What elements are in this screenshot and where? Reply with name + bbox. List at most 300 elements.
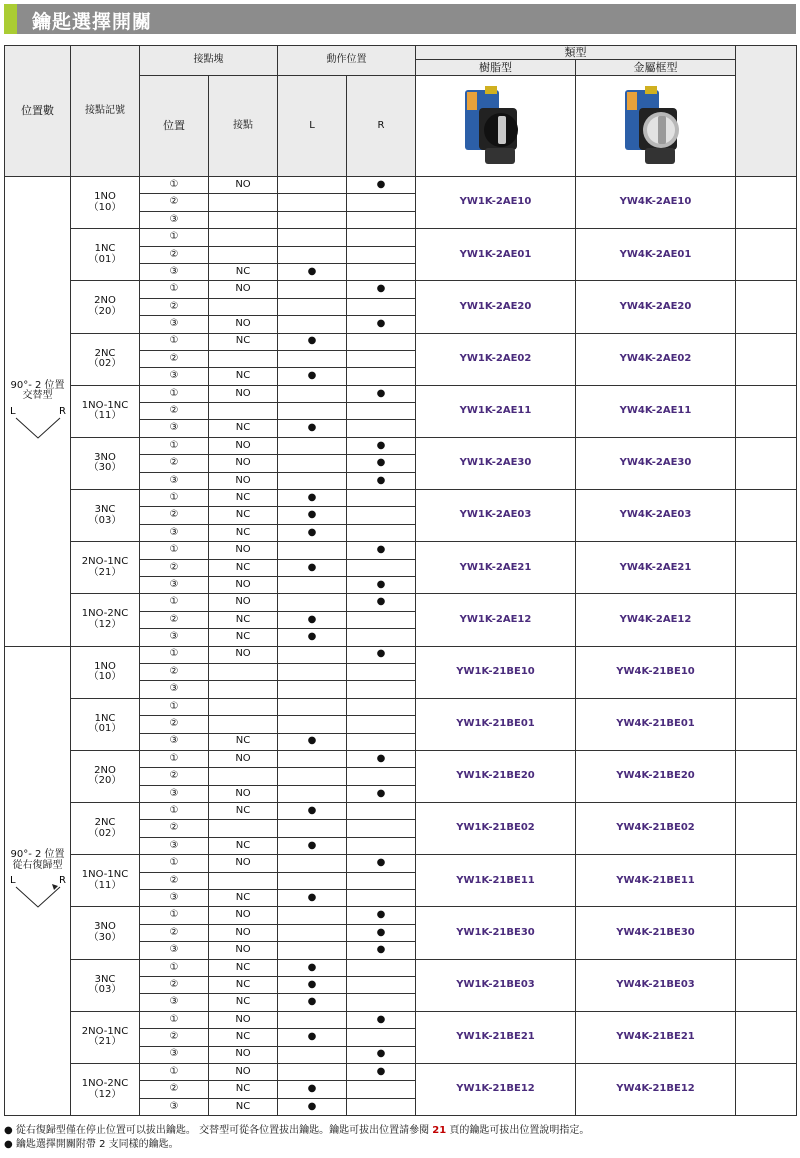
contact-code-cell: [71, 959, 140, 1011]
position-L-mark: [278, 437, 347, 454]
resin-model-number: YW1K-21BE01: [416, 698, 576, 750]
resin-model-number: YW1K-21BE21: [416, 1011, 576, 1063]
footnote-1-tail: 頁的鑰匙可拔出位置說明指定。: [446, 1125, 590, 1136]
diagram-label-R: R: [58, 405, 66, 417]
position-R-mark: ●: [347, 1046, 416, 1063]
contact-type: NO: [209, 785, 278, 802]
metal-switch-image: [576, 76, 736, 177]
position-R-mark: ●: [347, 281, 416, 298]
position-L-mark: [278, 698, 347, 715]
position-L-mark: ●: [278, 976, 347, 993]
diagram-lines: [16, 418, 60, 438]
title-accent-block: [4, 4, 17, 34]
position-L-mark: ●: [278, 263, 347, 280]
resin-model-number: YW1K-2AE01: [416, 229, 576, 281]
contact-code-cell: [71, 385, 140, 437]
table-row: [5, 490, 797, 507]
contact-type: NC: [209, 368, 278, 385]
contact-type: NC: [209, 507, 278, 524]
contact-code: 2NO-1NC: [81, 556, 129, 568]
table-row: [5, 229, 797, 246]
position-number: ③: [140, 1098, 209, 1115]
position-L-mark: ●: [278, 333, 347, 350]
blank-cell: [736, 803, 797, 855]
position-R-mark: [347, 1081, 416, 1098]
position-R-mark: [347, 298, 416, 315]
blank-cell: [736, 959, 797, 1011]
position-number: ②: [140, 663, 209, 680]
header-positions: 位置數: [5, 46, 71, 177]
position-number: ②: [140, 246, 209, 263]
position-number: ③: [140, 211, 209, 228]
contact-type: [209, 350, 278, 367]
position-number: ①: [140, 594, 209, 611]
contact-type: NC: [209, 1098, 278, 1115]
resin-model-number: YW1K-21BE03: [416, 959, 576, 1011]
position-R-mark: [347, 629, 416, 646]
blank-cell: [736, 855, 797, 907]
contact-type: NC: [209, 1029, 278, 1046]
contact-code-cell: [71, 437, 140, 489]
contact-code-number: （03）: [88, 514, 122, 526]
header-blank: [736, 46, 797, 177]
position-L-mark: [278, 1011, 347, 1028]
contact-type: NO: [209, 576, 278, 593]
table-row: [5, 959, 797, 976]
contact-code-number: （21）: [88, 566, 122, 578]
metal-model-number: YW4K-21BE30: [576, 907, 736, 959]
group-label-line2: 從右復歸型: [12, 859, 63, 871]
position-number: ①: [140, 490, 209, 507]
contact-type: NO: [209, 1011, 278, 1028]
position-number: ③: [140, 368, 209, 385]
position-L-mark: [278, 177, 347, 194]
table-row: [5, 750, 797, 767]
contact-type: NC: [209, 976, 278, 993]
position-R-mark: ●: [347, 316, 416, 333]
header-operating-position: 動作位置: [278, 46, 416, 76]
footnote-1: [4, 1124, 796, 1138]
position-L-mark: [278, 907, 347, 924]
contact-code-cell: [71, 750, 140, 802]
contact-type: NO: [209, 1046, 278, 1063]
metal-model-number: YW4K-21BE11: [576, 855, 736, 907]
table-row: [5, 333, 797, 350]
position-number: ①: [140, 907, 209, 924]
position-R-mark: [347, 1098, 416, 1115]
page-reference: 21: [432, 1125, 447, 1136]
position-L-mark: ●: [278, 524, 347, 541]
blank-cell: [736, 490, 797, 542]
position-number: ①: [140, 646, 209, 663]
contact-type: NO: [209, 855, 278, 872]
position-R-mark: [347, 803, 416, 820]
contact-type: NO: [209, 942, 278, 959]
contact-type: NO: [209, 1063, 278, 1080]
contact-type: NC: [209, 803, 278, 820]
position-R-mark: [347, 194, 416, 211]
metal-model-number: YW4K-21BE12: [576, 1063, 736, 1115]
position-number: ①: [140, 855, 209, 872]
contact-type: NO: [209, 385, 278, 402]
contact-type: NO: [209, 750, 278, 767]
position-R-mark: [347, 681, 416, 698]
position-number: ③: [140, 420, 209, 437]
contact-code-number: （21）: [88, 1036, 122, 1048]
contact-code-number: （01）: [88, 723, 122, 735]
position-L-mark: [278, 855, 347, 872]
position-R-mark: [347, 420, 416, 437]
key-selector-switch-table: [4, 45, 797, 1116]
contact-type: NC: [209, 994, 278, 1011]
position-L-mark: [278, 194, 347, 211]
resin-model-number: YW1K-21BE30: [416, 907, 576, 959]
position-number: ③: [140, 942, 209, 959]
contact-type: NC: [209, 629, 278, 646]
contact-code: 3NC: [94, 973, 116, 985]
position-number: ②: [140, 455, 209, 472]
contact-code-number: （20）: [88, 305, 122, 317]
contact-code-number: （02）: [88, 827, 122, 839]
position-R-mark: ●: [347, 1063, 416, 1080]
position-L-mark: [278, 646, 347, 663]
position-number: ③: [140, 681, 209, 698]
contact-code-cell: [71, 907, 140, 959]
metal-model-number: YW4K-21BE21: [576, 1011, 736, 1063]
contact-type: [209, 298, 278, 315]
table-row: [5, 177, 797, 194]
position-L-mark: [278, 1063, 347, 1080]
diagram-label-L: L: [9, 875, 16, 887]
contact-type: NO: [209, 924, 278, 941]
footnote-1-text: ● 從右復歸型僅在停止位置可以拔出鑰匙。 交替型可從各位置拔出鑰匙。鑰匙可拔出位置請參閱: [4, 1125, 433, 1136]
position-number: ②: [140, 924, 209, 941]
position-R-mark: [347, 490, 416, 507]
position-R-mark: [347, 611, 416, 628]
table-row: [5, 803, 797, 820]
contact-code: 1NC: [94, 243, 116, 255]
contact-code-number: （02）: [88, 358, 122, 370]
position-R-mark: [347, 403, 416, 420]
position-L-mark: ●: [278, 890, 347, 907]
position-L-mark: [278, 942, 347, 959]
position-R-mark: ●: [347, 942, 416, 959]
position-R-mark: ●: [347, 594, 416, 611]
position-R-mark: [347, 994, 416, 1011]
position-R-mark: ●: [347, 455, 416, 472]
position-R-mark: [347, 507, 416, 524]
position-R-mark: [347, 524, 416, 541]
spring-return-diagram: [8, 873, 68, 911]
position-L-mark: [278, 576, 347, 593]
position-number: ②: [140, 350, 209, 367]
contact-type: NO: [209, 594, 278, 611]
resin-model-number: YW1K-21BE10: [416, 646, 576, 698]
position-L-mark: [278, 350, 347, 367]
metal-model-number: YW4K-21BE01: [576, 698, 736, 750]
diagram-label-R: R: [58, 875, 66, 887]
position-R-mark: [347, 211, 416, 228]
metal-switch-photo: [621, 82, 691, 170]
position-L-mark: [278, 542, 347, 559]
position-R-mark: [347, 959, 416, 976]
position-number: ②: [140, 768, 209, 785]
contact-code-number: （30）: [88, 462, 122, 474]
position-L-mark: [278, 785, 347, 802]
resin-model-number: YW1K-2AE30: [416, 437, 576, 489]
page-title: 鑰匙選擇開關: [32, 11, 153, 33]
position-R-mark: [347, 350, 416, 367]
position-number: ①: [140, 698, 209, 715]
blank-cell: [736, 646, 797, 698]
contact-code-cell: [71, 281, 140, 333]
position-number: ①: [140, 959, 209, 976]
position-L-mark: ●: [278, 1098, 347, 1115]
header-L: L: [278, 76, 347, 177]
title-bar: [4, 4, 796, 34]
contact-type: [209, 403, 278, 420]
header-type: 類型: [416, 46, 736, 60]
position-R-mark: [347, 368, 416, 385]
position-R-mark: [347, 820, 416, 837]
position-L-mark: ●: [278, 420, 347, 437]
position-L-mark: [278, 229, 347, 246]
header-contact-block: 接點塊: [140, 46, 278, 76]
position-L-mark: [278, 385, 347, 402]
contact-type: NO: [209, 281, 278, 298]
position-R-mark: [347, 229, 416, 246]
position-number: ②: [140, 611, 209, 628]
position-number: ②: [140, 559, 209, 576]
position-number: ②: [140, 403, 209, 420]
position-L-mark: [278, 455, 347, 472]
position-number: ②: [140, 872, 209, 889]
contact-code-cell: [71, 177, 140, 229]
blank-cell: [736, 177, 797, 229]
position-L-mark: [278, 298, 347, 315]
position-number: ③: [140, 576, 209, 593]
position-number: ①: [140, 1011, 209, 1028]
position-R-mark: ●: [347, 750, 416, 767]
position-R-mark: [347, 263, 416, 280]
resin-model-number: YW1K-21BE02: [416, 803, 576, 855]
position-number: ①: [140, 177, 209, 194]
position-number: ③: [140, 837, 209, 854]
position-number: ③: [140, 733, 209, 750]
table-row: [5, 542, 797, 559]
alternate-action-diagram: [8, 404, 68, 442]
contact-code: 1NO-1NC: [81, 399, 129, 411]
position-R-mark: ●: [347, 907, 416, 924]
contact-code-cell: [71, 646, 140, 698]
contact-type: NO: [209, 316, 278, 333]
position-R-mark: [347, 1029, 416, 1046]
position-L-mark: ●: [278, 507, 347, 524]
metal-model-number: YW4K-2AE20: [576, 281, 736, 333]
contact-type: NC: [209, 611, 278, 628]
contact-code-number: （30）: [88, 931, 122, 943]
blank-cell: [736, 594, 797, 646]
metal-model-number: YW4K-2AE03: [576, 490, 736, 542]
resin-model-number: YW1K-2AE12: [416, 594, 576, 646]
position-number: ③: [140, 629, 209, 646]
blank-cell: [736, 907, 797, 959]
contact-code: 1NC: [94, 712, 116, 724]
position-number: ②: [140, 1029, 209, 1046]
position-L-mark: [278, 663, 347, 680]
position-number: ②: [140, 716, 209, 733]
position-R-mark: ●: [347, 855, 416, 872]
header-contact-code: 接點記號: [71, 46, 140, 177]
table-row: [5, 281, 797, 298]
contact-type: [209, 872, 278, 889]
contact-type: [209, 663, 278, 680]
header-contact: 接點: [209, 76, 278, 177]
position-number: ①: [140, 1063, 209, 1080]
table-body: [5, 177, 797, 1116]
contact-code-number: （11）: [88, 410, 122, 422]
position-L-mark: [278, 750, 347, 767]
group-label-line1: 90°- 2 位置: [10, 849, 65, 861]
table-row: [5, 1063, 797, 1080]
diagram-label-L: L: [9, 405, 16, 417]
contact-code: 2NO-1NC: [81, 1025, 129, 1037]
position-number: ②: [140, 507, 209, 524]
resin-model-number: YW1K-21BE20: [416, 750, 576, 802]
position-L-mark: ●: [278, 490, 347, 507]
contact-type: NO: [209, 646, 278, 663]
metal-model-number: YW4K-21BE10: [576, 646, 736, 698]
position-number: ①: [140, 333, 209, 350]
blank-cell: [736, 1011, 797, 1063]
contact-code: 1NO: [94, 660, 116, 672]
contact-code-cell: [71, 855, 140, 907]
blank-cell: [736, 437, 797, 489]
table-row: [5, 594, 797, 611]
header-position: 位置: [140, 76, 209, 177]
contact-code: 3NO: [94, 451, 116, 463]
resin-switch-image: [416, 76, 576, 177]
contact-type: NC: [209, 420, 278, 437]
position-R-mark: ●: [347, 646, 416, 663]
position-number: ①: [140, 750, 209, 767]
contact-type: NC: [209, 333, 278, 350]
position-L-mark: [278, 924, 347, 941]
contact-code-cell: [71, 1063, 140, 1115]
diagram-lines: [16, 887, 60, 907]
contact-code-cell: [71, 333, 140, 385]
blank-cell: [736, 333, 797, 385]
position-number: ①: [140, 229, 209, 246]
contact-code: 1NO: [94, 191, 116, 203]
footnote-2: ● 鑰匙選擇開關附帶 2 支同樣的鑰匙。: [4, 1139, 179, 1150]
position-R-mark: [347, 716, 416, 733]
contact-type: NC: [209, 733, 278, 750]
contact-code: 2NC: [94, 817, 116, 829]
header-metal: 金屬框型: [576, 60, 736, 76]
resin-model-number: YW1K-2AE02: [416, 333, 576, 385]
position-R-mark: ●: [347, 177, 416, 194]
resin-model-number: YW1K-2AE20: [416, 281, 576, 333]
position-number: ②: [140, 820, 209, 837]
contact-type: NC: [209, 890, 278, 907]
table-row: [5, 907, 797, 924]
blank-cell: [736, 281, 797, 333]
contact-type: NO: [209, 907, 278, 924]
contact-type: NC: [209, 559, 278, 576]
position-number: ①: [140, 437, 209, 454]
contact-type: NC: [209, 959, 278, 976]
position-R-mark: [347, 768, 416, 785]
contact-code: 3NC: [94, 504, 116, 516]
contact-type: NO: [209, 455, 278, 472]
contact-type: NC: [209, 263, 278, 280]
position-R-mark: [347, 872, 416, 889]
contact-code: 1NO-2NC: [81, 1078, 129, 1089]
position-L-mark: [278, 768, 347, 785]
metal-model-number: YW4K-2AE12: [576, 594, 736, 646]
position-L-mark: ●: [278, 837, 347, 854]
position-number: ①: [140, 281, 209, 298]
position-R-mark: ●: [347, 1011, 416, 1028]
contact-type: [209, 229, 278, 246]
contact-code: 2NO: [94, 764, 116, 776]
contact-type: NO: [209, 472, 278, 489]
table-row: [5, 855, 797, 872]
metal-model-number: YW4K-21BE03: [576, 959, 736, 1011]
contact-code: 2NC: [94, 347, 116, 359]
resin-model-number: YW1K-2AE21: [416, 542, 576, 594]
position-number: ②: [140, 976, 209, 993]
contact-code-cell: [71, 698, 140, 750]
position-L-mark: [278, 872, 347, 889]
contact-type: NC: [209, 524, 278, 541]
position-L-mark: [278, 681, 347, 698]
metal-model-number: YW4K-2AE01: [576, 229, 736, 281]
contact-code: 2NO: [94, 295, 116, 307]
metal-model-number: YW4K-2AE11: [576, 385, 736, 437]
position-R-mark: ●: [347, 437, 416, 454]
position-R-mark: ●: [347, 472, 416, 489]
header-resin: 樹脂型: [416, 60, 576, 76]
metal-model-number: YW4K-2AE21: [576, 542, 736, 594]
resin-model-number: YW1K-21BE12: [416, 1063, 576, 1115]
position-number: ②: [140, 298, 209, 315]
contact-code-number: （12）: [88, 1088, 122, 1100]
contact-code-cell: [71, 803, 140, 855]
position-L-mark: ●: [278, 1029, 347, 1046]
position-L-mark: [278, 281, 347, 298]
group-label-cell: [5, 177, 71, 647]
metal-model-number: YW4K-21BE20: [576, 750, 736, 802]
table-row: [5, 385, 797, 402]
position-number: ①: [140, 803, 209, 820]
position-number: ③: [140, 994, 209, 1011]
blank-cell: [736, 1063, 797, 1115]
contact-code-cell: [71, 594, 140, 646]
position-number: ①: [140, 385, 209, 402]
blank-cell: [736, 385, 797, 437]
contact-code-number: （01）: [88, 253, 122, 265]
metal-model-number: YW4K-2AE10: [576, 177, 736, 229]
contact-code: 3NO: [94, 921, 116, 933]
contact-type: [209, 681, 278, 698]
blank-cell: [736, 229, 797, 281]
resin-model-number: YW1K-21BE11: [416, 855, 576, 907]
contact-type: [209, 716, 278, 733]
group-label-line2: 交替型: [22, 390, 53, 402]
contact-type: [209, 211, 278, 228]
